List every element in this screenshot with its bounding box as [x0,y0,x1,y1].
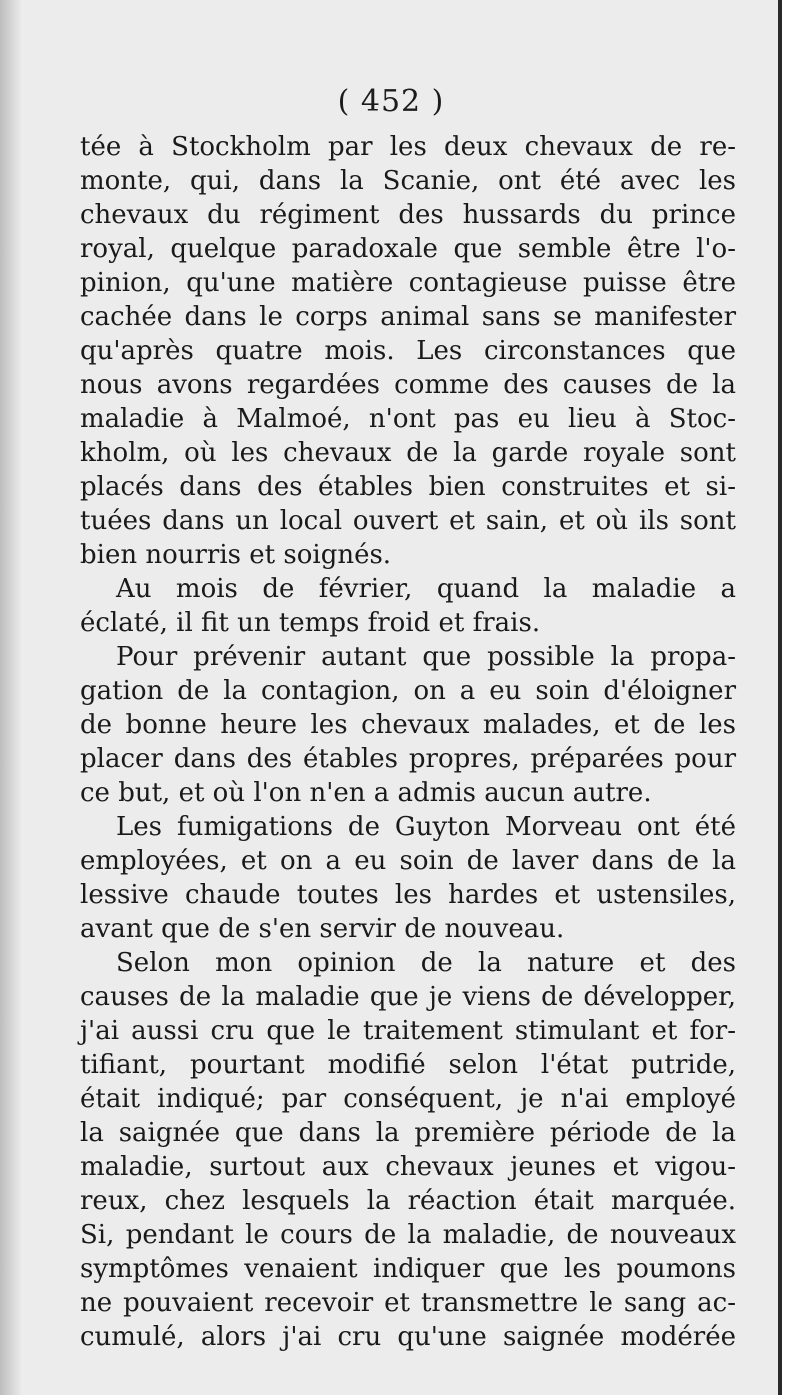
text-line: chevaux du régiment des hussards du prince [80,200,736,230]
text-line: kholm, où les chevaux de la garde royale sont [80,438,736,468]
text-line: monte, qui, dans la Scanie, ont été avec les [80,166,736,196]
text-line: placer dans des étables propres, préparées pour [80,744,736,774]
text-line: ce but, et où l'on n'en a admis aucun autre. [80,778,652,808]
text-line: gation de la contagion, on a eu soin d'éloigner [80,676,736,706]
text-line: qu'après quatre mois. Les circonstances que [80,336,736,366]
text-line: ne pouvaient recevoir et transmettre le sang ac- [80,1288,736,1318]
text-line: symptômes venaient indiquer que les poumons [80,1254,736,1284]
text-line: Si, pendant le cours de la maladie, de nouveaux [80,1220,736,1250]
text-line: nous avons regardées comme des causes de la [80,370,736,400]
text-line: bien nourris et soignés. [80,540,392,570]
text-line: Pour prévenir autant que possible la propa- [116,642,736,672]
text-line: avant que de s'en servir de nouveau. [80,914,565,944]
text-line: maladie à Malmoé, n'ont pas eu lieu à Stoc- [80,404,736,434]
body-text [80,130,736,1354]
text-line: tée à Stockholm par les deux chevaux de re- [80,132,736,162]
text-line: placés dans des étables bien construites et si- [80,472,736,502]
text-line: Selon mon opinion de la nature et des [116,948,736,978]
text-line: était indiqué; par conséquent, je n'ai employé [80,1084,736,1114]
text-line: pinion, qu'une matière contagieuse puisse être [80,268,736,298]
text-line: reux, chez lesquels la réaction était marquée. [80,1186,736,1216]
page-number: ( 452 ) [337,84,445,119]
text-line: de bonne heure les chevaux malades, et de les [80,710,736,740]
page-edge-shadow [0,0,22,1395]
text-line: éclaté, il fit un temps froid et frais. [80,608,541,638]
text-line: cachée dans le corps animal sans se manifester [80,302,736,332]
text-line: Au mois de février, quand la maladie a [116,574,736,604]
text-line: cumulé, alors j'ai cru qu'une saignée modérée [80,1322,736,1352]
text-line: royal, quelque paradoxale que semble être l'o- [80,234,736,264]
text-line: employées, et on a eu soin de laver dans de la [80,846,736,876]
text-line: la saignée que dans la première période de la [80,1118,736,1148]
text-line: j'ai aussi cru que le traitement stimulant et for- [80,1016,736,1046]
text-line: maladie, surtout aux chevaux jeunes et vigou- [80,1152,736,1182]
text-line: causes de la maladie que je viens de développer, [80,982,736,1012]
text-line: Les fumigations de Guyton Morveau ont été [116,812,736,842]
text-line: tifiant, pourtant modifié selon l'état putride, [80,1050,736,1080]
text-line: lessive chaude toutes les hardes et ustensiles, [80,880,736,910]
text-line: tuées dans un local ouvert et sain, et où ils sont [80,506,736,536]
